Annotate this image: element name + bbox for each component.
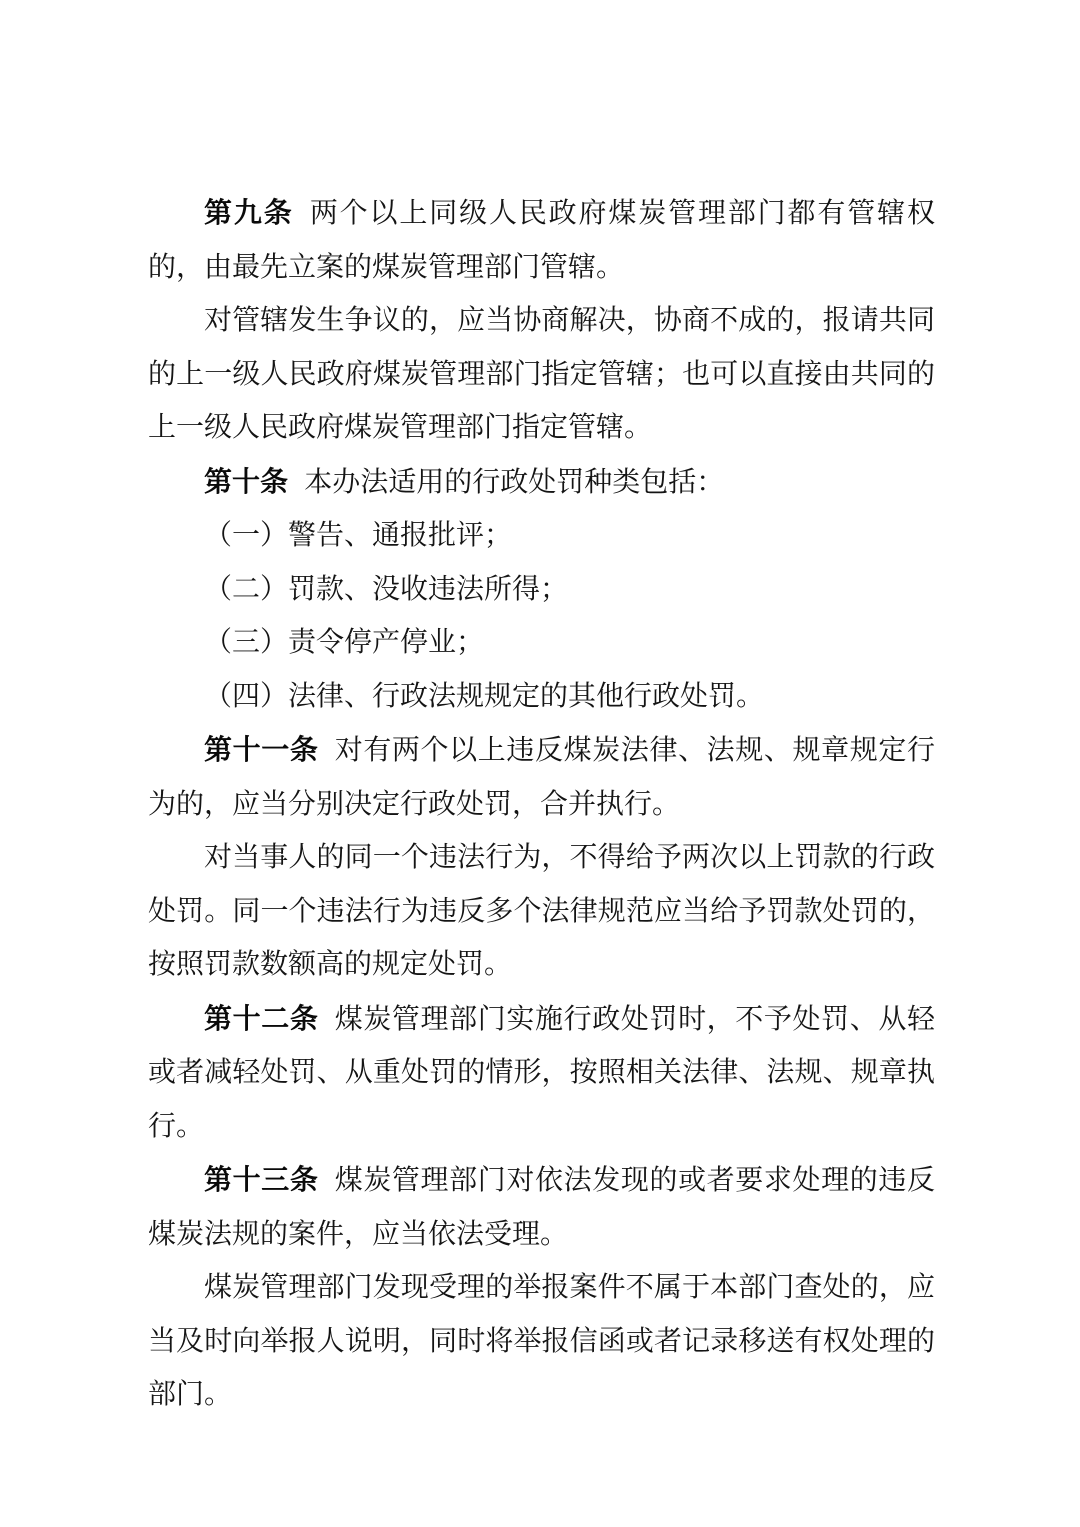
paragraph-text: （三）责令停产停业；	[204, 627, 485, 658]
paragraph	[148, 563, 935, 617]
paragraph	[148, 670, 935, 724]
paragraph-text: 对管辖发生争议的，应当协商解决，协商不成的，报请共同的上一级人民政府煤炭管理部门指定管辖；也可以直接由共同的上一级人民政府煤炭管理部门指定管辖。	[148, 305, 935, 443]
paragraph	[148, 509, 935, 563]
article-number: 第十三条	[204, 1164, 319, 1195]
paragraph-text: 煤炭管理部门对依法发现的或者要求处理的违反煤炭法规的案件，应当依法受理。	[148, 1165, 935, 1250]
paragraph-text: 对当事人的同一个违法行为，不得给予两次以上罚款的行政处罚。同一个违法行为违反多个法律规范应当给予罚款处罚的，按照罚款数额高的规定处罚。	[148, 842, 935, 980]
paragraph	[148, 723, 935, 831]
paragraph-text: （四）法律、行政法规规定的其他行政处罚。	[204, 680, 765, 712]
article-number: 第十一条	[204, 734, 319, 765]
paragraph-text: （一）警告、通报批评；	[204, 520, 513, 551]
paragraph	[148, 1261, 935, 1422]
paragraph	[148, 1153, 935, 1261]
paragraph-text: （二）罚款、没收违法所得；	[204, 573, 569, 605]
paragraph	[148, 992, 935, 1154]
paragraph-text: 本办法适用的行政处罚种类包括：	[304, 466, 725, 498]
paragraph	[148, 294, 935, 455]
document-body	[148, 186, 935, 1422]
paragraph	[148, 186, 935, 294]
paragraph-text: 两个以上同级人民政府煤炭管理部门都有管辖权的，由最先立案的煤炭管理部门管辖。	[148, 198, 935, 283]
paragraph	[148, 831, 935, 992]
paragraph-text: 煤炭管理部门实施行政处罚时，不予处罚、从轻或者减轻处罚、从重处罚的情形，按照相关法律、法规、规章执行。	[148, 1003, 935, 1142]
article-number: 第九条	[204, 197, 294, 228]
article-number: 第十条	[204, 465, 289, 497]
paragraph	[148, 616, 935, 670]
paragraph-text: 煤炭管理部门发现受理的举报案件不属于本部门查处的，应当及时向举报人说明，同时将举报信函或者记录移送有权处理的部门。	[148, 1272, 935, 1410]
paragraph	[148, 455, 935, 510]
paragraph-text: 对有两个以上违反煤炭法律、法规、规章规定行为的，应当分别决定行政处罚，合并执行。	[148, 735, 935, 820]
article-number: 第十二条	[204, 1002, 319, 1034]
